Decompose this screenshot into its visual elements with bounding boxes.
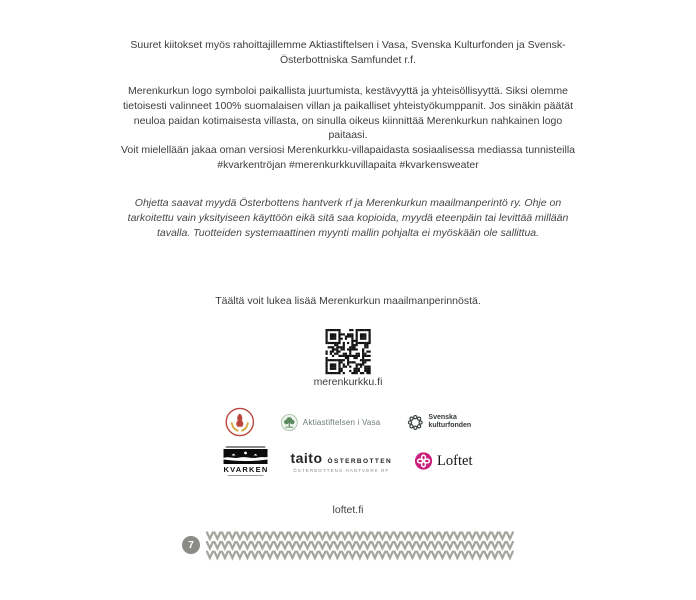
svenska-kulturfonden-logo (406, 414, 471, 431)
loftet-flower-icon (414, 452, 432, 470)
taito-caption: ÖSTERBOTTENS HANTVERK RF (293, 467, 390, 473)
license-paragraph: Ohjetta saavat myydä Österbottens hantverk rf ja Merenkurkun maailmanperintö ry. Ohje on tarkoitettu vain yksityiseen käyttöön eikä sitä saa kopioida, myydä eteenpäin tai levittää millään tavalla. Tuotteiden systemaattinen myynti mallin pohjalta ei myöskään ole sallittua. (127, 197, 569, 239)
logo-meaning-paragraph: Merenkurkun logo symboloi paikallista juurtumista, kestävyyttä ja yhteisöllisyyttä. Siksi olemme tietoisesti valinneet 100% suomalaisen villan ja paikalliset yhteistyökumppanit. Jos sinäkin päätät neuloa paidan kotimaisesta villasta, on sinulla oikeus kiinnittää Merenkurkun nahkainen logo paitaasi. (123, 85, 573, 142)
hashtags-text: #kvarkentröjan #merenkurkkuvillapaita #kvarkensweater (217, 158, 479, 171)
qr-code (325, 328, 372, 375)
loftet-logo (414, 452, 472, 470)
aktiastiftelsen-logo (281, 414, 381, 431)
qr-code-image (325, 328, 372, 375)
funder-logos-row-2 (224, 444, 473, 478)
share-paragraph (116, 143, 581, 173)
kvarken-world-heritage-logo (224, 446, 269, 477)
read-more-line: Täältä voit lukea lisää Merenkurkun maailmanperinnöstä. (215, 295, 481, 307)
heritage-seal-logo (225, 407, 255, 437)
page-footer (182, 530, 515, 566)
knit-pattern (205, 530, 515, 563)
loftet-url: loftet.fi (332, 504, 364, 516)
kvarken-landscape-icon (224, 449, 268, 464)
skf-line2: kulturfonden (428, 422, 472, 429)
funders-paragraph: Suuret kiitokset myös rahoittajillemme Aktiastiftelsen i Vasa, Svenska Kulturfonden ja Svensk-Österbottniska Samfundet r.f. (130, 39, 566, 66)
svenska-kulturfonden-label (428, 414, 471, 430)
page-number-badge: 7 (182, 536, 200, 554)
taito-wordmark: taito (290, 449, 323, 466)
skf-line1: Svenska (428, 414, 457, 421)
share-text: Voit mielellään jakaa oman versiosi Merenkurkku-villapaidasta sosiaalisessa mediassa tunnisteilla (120, 144, 576, 156)
loftet-label: Loftet (437, 452, 473, 469)
funder-logos-row-1 (225, 404, 471, 440)
kvarken-bottom-caption (228, 475, 264, 477)
knit-pattern-image (205, 530, 515, 563)
kvarken-label: KVARKEN (223, 464, 269, 474)
aktiastiftelsen-label: Aktiastiftelsen i Vasa (302, 417, 381, 427)
taito-osterbotten-logo (290, 450, 392, 473)
heritage-seal-icon (225, 407, 255, 437)
kvarken-top-caption (226, 446, 266, 448)
merenkurkku-url: merenkurkku.fi (313, 376, 383, 388)
tree-icon (281, 414, 298, 431)
dotted-wheel-icon (406, 414, 423, 431)
taito-region-label: ÖSTERBOTTEN (327, 457, 393, 465)
